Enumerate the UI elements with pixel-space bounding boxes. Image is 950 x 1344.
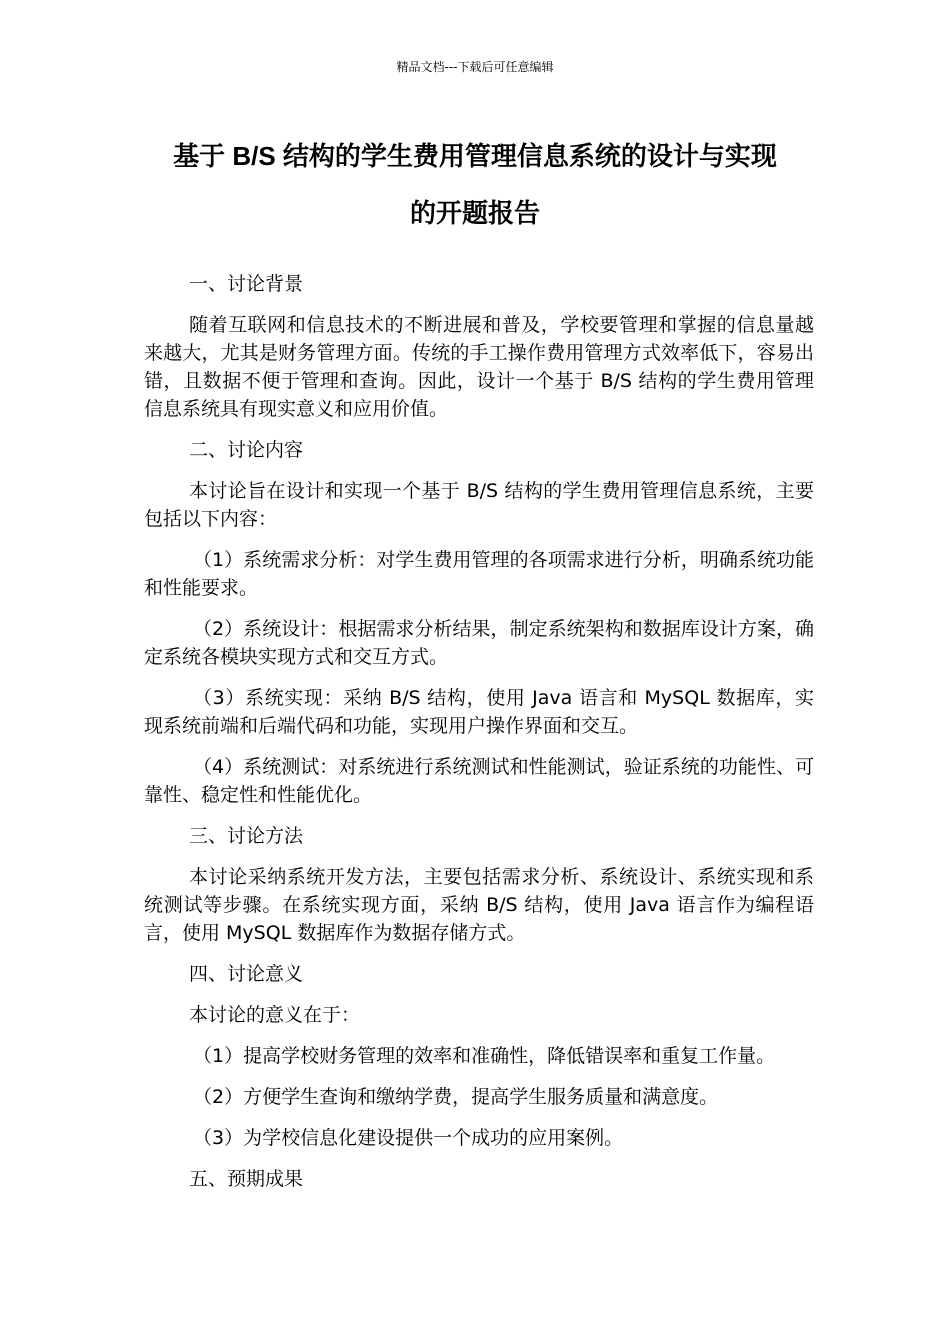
list-item-significance-2: （2）方便学生查询和缴纳学费，提高学生服务质量和满意度。 <box>193 1086 719 1108</box>
document-body <box>144 270 814 1206</box>
section-heading-content: 二、讨论内容 <box>189 439 304 461</box>
paragraph-content-intro: 本讨论旨在设计和实现一个基于 B/S 结构的学生费用管理信息系统，主要包括以下内容： <box>144 480 814 530</box>
list-item-requirements: （1）系统需求分析：对学生费用管理的各项需求进行分析，明确系统功能和性能要求。 <box>144 549 814 599</box>
list-item-implementation: （3）系统实现：采纳 B/S 结构，使用 Java 语言和 MySQL 数据库，实现系统前端和后端代码和功能，实现用户操作界面和交互。 <box>144 687 814 737</box>
section-heading-method: 三、讨论方法 <box>189 825 304 847</box>
list-item-significance-1: （1）提高学校财务管理的效率和准确性，降低错误率和重复工作量。 <box>193 1045 776 1067</box>
list-item-design: （2）系统设计：根据需求分析结果，制定系统架构和数据库设计方案，确定系统各模块实现方式和交互方式。 <box>144 618 814 668</box>
document-title-line-1: 基于 B/S 结构的学生费用管理信息系统的设计与实现 <box>173 141 777 171</box>
paragraph-method: 本讨论采纳系统开发方法，主要包括需求分析、系统设计、系统实现和系统测试等步骤。在系统实现方面，采纳 B/S 结构，使用 Java 语言作为编程语言，使用 MySQL 数据库作为数据存储方式。 <box>144 866 814 944</box>
section-heading-expected-results: 五、预期成果 <box>189 1168 304 1190</box>
paragraph-significance-intro: 本讨论的意义在于： <box>189 1004 361 1026</box>
list-item-testing: （4）系统测试：对系统进行系统测试和性能测试，验证系统的功能性、可靠性、稳定性和性能优化。 <box>144 756 814 806</box>
section-heading-significance: 四、讨论意义 <box>189 963 304 985</box>
section-heading-background: 一、讨论背景 <box>189 273 304 295</box>
list-item-significance-3: （3）为学校信息化建设提供一个成功的应用案例。 <box>193 1127 624 1149</box>
header-note: 精品文档---下载后可任意编辑 <box>396 60 554 74</box>
document-title-line-2: 的开题报告 <box>409 198 540 228</box>
paragraph-background: 随着互联网和信息技术的不断进展和普及，学校要管理和掌握的信息量越来越大，尤其是财务管理方面。传统的手工操作费用管理方式效率低下，容易出错，且数据不便于管理和查询。因此，设计一个基于 B/S 结构的学生费用管理信息系统具有现实意义和应用价值。 <box>144 314 814 420</box>
